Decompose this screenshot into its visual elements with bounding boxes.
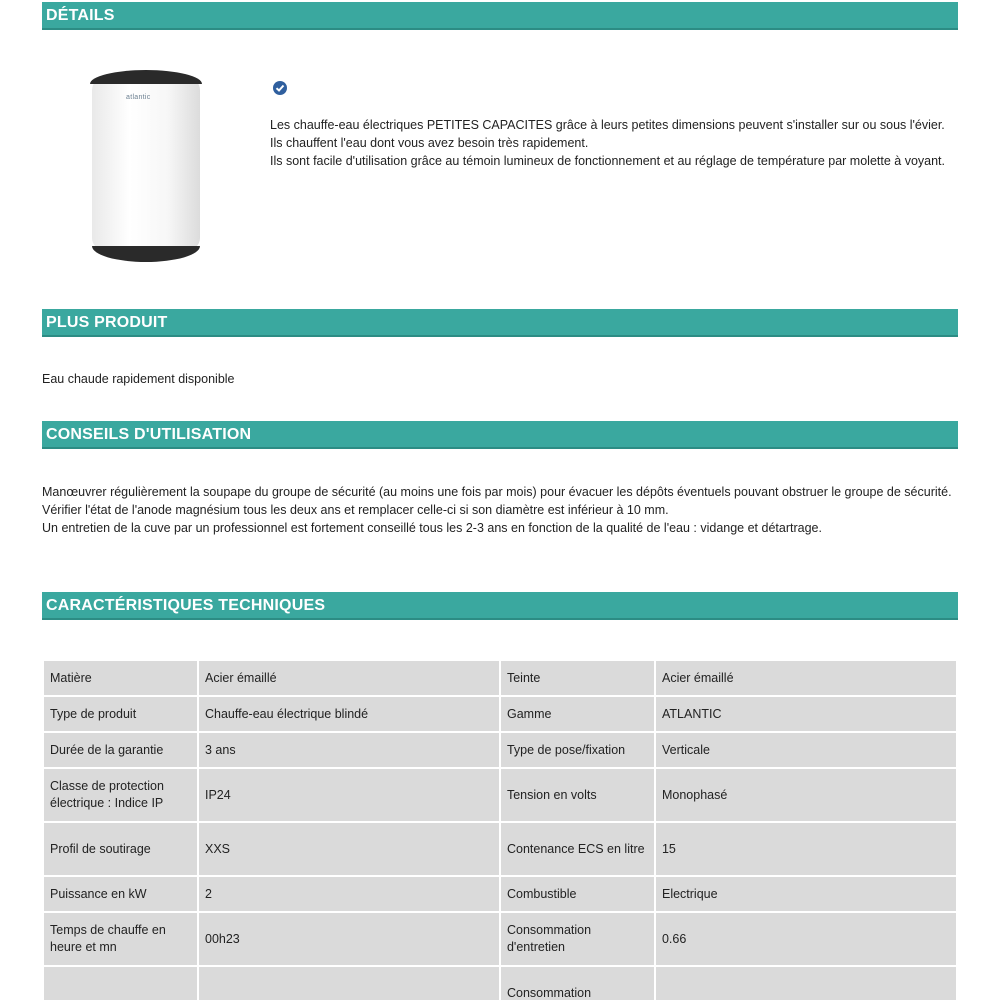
- spec-value: Verticale: [656, 733, 956, 767]
- plus-produit-header: PLUS PRODUIT: [42, 309, 958, 337]
- table-row: [44, 877, 956, 911]
- spec-label: Temps de chauffe en heure et mn: [44, 913, 197, 965]
- spec-label: Type de produit: [44, 697, 197, 731]
- spec-label: Consommation d'entretien: [501, 913, 654, 965]
- details-paragraph: Ils sont facile d'utilisation grâce au témoin lumineux de fonctionnement et au réglage de température par molette à voyant.: [270, 154, 945, 168]
- spec-label: Puissance en kW: [44, 877, 197, 911]
- conseils-text: [42, 483, 954, 537]
- spec-value: 0.66: [656, 913, 956, 965]
- conseils-header: CONSEILS D'UTILISATION: [42, 421, 958, 449]
- spec-label: Classe de protection électrique : Indice IP: [44, 769, 197, 821]
- conseils-paragraph: Manœuvrer régulièrement la soupape du groupe de sécurité (au moins une fois par mois) pour évacuer les dépôts éventuels pouvant obstruer le groupe de sécurité.: [42, 485, 952, 499]
- spec-value: Electrique: [656, 877, 956, 911]
- heater-bottom-cap: [92, 246, 200, 262]
- spec-label: Tension en volts: [501, 769, 654, 821]
- spec-label: Contenance ECS en litre: [501, 823, 654, 875]
- spec-label: Combustible: [501, 877, 654, 911]
- details-paragraph: Les chauffe-eau électriques PETITES CAPACITES grâce à leurs petites dimensions peuvent s'installer sur ou sous l'évier.: [270, 118, 945, 132]
- table-row: [44, 697, 956, 731]
- conseils-paragraph: Vérifier l'état de l'anode magnésium tous les deux ans et remplacer celle-ci si son diamètre est inférieur à 10 mm.: [42, 503, 669, 517]
- table-row: [44, 661, 956, 695]
- table-row: [44, 913, 956, 965]
- spec-label: Profil de soutirage: [44, 823, 197, 875]
- details-header: DÉTAILS: [42, 2, 958, 30]
- plus-produit-paragraph: Eau chaude rapidement disponible: [42, 372, 235, 386]
- table-row: [44, 823, 956, 875]
- certification-badge-icon: [272, 80, 288, 96]
- spec-label: Matière: [44, 661, 197, 695]
- spec-value: 3 ans: [199, 733, 499, 767]
- spec-value: [199, 967, 499, 1000]
- spec-value: IP24: [199, 769, 499, 821]
- spec-value: Chauffe-eau électrique blindé: [199, 697, 499, 731]
- spec-value: XXS: [199, 823, 499, 875]
- spec-value: 00h23: [199, 913, 499, 965]
- heater-body: [92, 78, 200, 250]
- table-row: [44, 769, 956, 821]
- spec-label: Gamme: [501, 697, 654, 731]
- water-heater-image: [90, 70, 202, 262]
- conseils-paragraph: Un entretien de la cuve par un professionnel est fortement conseillé tous les 2-3 ans en fonction de la qualité de l'eau : vidange et détartrage.: [42, 521, 822, 535]
- heater-top-cap: [90, 70, 202, 84]
- spec-value: Acier émaillé: [199, 661, 499, 695]
- spec-value: Monophasé: [656, 769, 956, 821]
- heater-brand-logo: atlantic: [126, 94, 151, 101]
- spec-label: Teinte: [501, 661, 654, 695]
- spec-table: [42, 659, 958, 1000]
- caracteristiques-header: CARACTÉRISTIQUES TECHNIQUES: [42, 592, 958, 620]
- spec-value: 15: [656, 823, 956, 875]
- spec-value: Acier émaillé: [656, 661, 956, 695]
- spec-label: Consommation: [501, 967, 654, 1000]
- spec-label: Type de pose/fixation: [501, 733, 654, 767]
- details-description: [270, 116, 950, 170]
- plus-produit-text: [42, 370, 942, 388]
- details-paragraph: Ils chauffent l'eau dont vous avez besoin très rapidement.: [270, 136, 589, 150]
- spec-value: ATLANTIC: [656, 697, 956, 731]
- table-row: [44, 733, 956, 767]
- spec-label: Durée de la garantie: [44, 733, 197, 767]
- spec-value: 2: [199, 877, 499, 911]
- spec-value: [656, 967, 956, 1000]
- spec-label: [44, 967, 197, 1000]
- table-row: [44, 967, 956, 1000]
